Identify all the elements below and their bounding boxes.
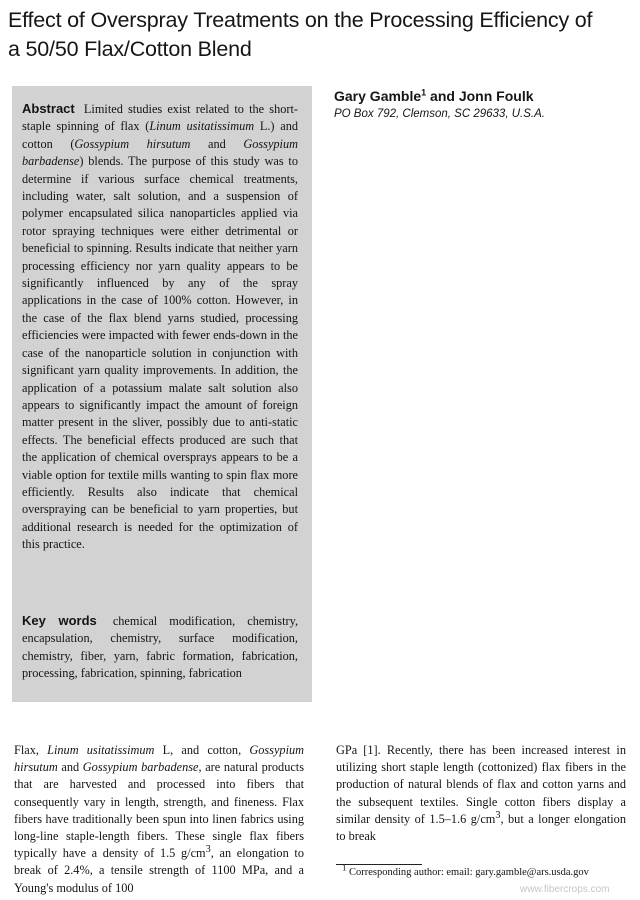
body-column-left <box>14 742 304 897</box>
abstract-text-3: and <box>190 136 244 151</box>
body-left-text-1: Flax, <box>14 743 48 757</box>
abstract-text-2: L.) and cotton ( <box>22 119 298 151</box>
body-left-text-3: and <box>57 760 83 775</box>
author-footnote-marker: 1 <box>421 87 427 98</box>
abstract <box>22 100 298 554</box>
abstract-text-4: ) blends. The purpose of this study was to determine if various surface chemical treatments, including water, salt solution, and a suspension of polymer encapsulated silica nanoparticles applied via rotor spraying techniques were either detrimental or beneficial to spinning. Results indicate that neither yarn processing efficiency nor yarn quality appears to be significantly influenced by any of the spray applications in the case of 100% cotton. However, in the case of the flax blend yarns studied, processing efficiencies were impacted with fewer ends-down in the case of the nanoparticle solution in conjunction with significant yarn quality improvements. In addition, the application of a potassium malate salt solution also appears to significantly impact the amount of foreign matter present in the sliver, possibly due to anti-static effects. The beneficial effects produced are such that the application of chemical oversprays appears to be a viable option for textile mills wanting to spin flax more efficiently. Results also indicate that chemical overspraying can be beneficial to yarn properties, but additional research is needed for the optimization of this practice. <box>22 154 298 552</box>
body-right-text-1: GPa [1]. Recently, there has been increased interest in utilizing short staple length (cottonized) flax fibers in the production of natural blends of flax and cotton yarns and the subsequent textiles. Single cotton fibers display a similar density of 1.5–1.6 g/cm <box>336 743 626 826</box>
footnote-rule <box>336 864 422 865</box>
footnote <box>342 862 636 878</box>
body-left-superscript: 3 <box>205 844 211 856</box>
body-right-superscript: 3 <box>495 809 501 821</box>
body-left-text-4: , are natural products that are harvested and processed into fibers that consequently vary in length, strength, and fineness. Flax fibers have traditionally been spun into linen fabrics using long-line staple-length fibers. These single flax fibers typically have a density of 1.5 g/cm <box>14 760 305 861</box>
footnote-marker: 1 <box>342 862 347 873</box>
paper-title: Effect of Overspray Treatments on the Processing Efficiency of a 50/50 Flax/Cotton Blend <box>8 8 593 61</box>
abstract-label: Abstract <box>22 101 75 116</box>
keywords-label: Key words <box>22 613 97 628</box>
body-left-italic-1: Linum usitatissimum <box>47 743 155 757</box>
body-left-italic-3: Gossypium barbadense <box>82 760 199 775</box>
body-left-text-2: L, and cotton, <box>154 743 250 757</box>
author-address: PO Box 792, Clemson, SC 29633, U.S.A. <box>334 108 545 120</box>
footnote-text: Corresponding author: email: gary.gamble@ars.usda.gov <box>346 867 589 878</box>
abstract-flax-latin: Linum usitatissimum <box>149 119 255 134</box>
author-names <box>334 88 634 104</box>
body-left-text-5: , an elongation to break of 2.4%, a tensile strength of 1100 MPa, and a Young's modulus of 100 <box>14 846 304 895</box>
watermark: www.fibercrops.com <box>520 884 610 895</box>
abstract-text-1: Limited studies exist related to the short-staple spinning of flax ( <box>22 102 298 134</box>
body-right-text-2: , but a longer elongation to break <box>336 811 626 844</box>
keywords <box>22 612 298 683</box>
abstract-cotton-latin-1: Gossypium hirsutum <box>74 136 191 151</box>
keywords-text: chemical modification, chemistry, encapsulation, chemistry, surface modification, chemistry, fiber, yarn, fabric formation, fabrication, processing, fabrication, spinning, fabrication <box>22 614 299 681</box>
body-left-italic-2: Gossypium hirsutum <box>14 743 305 775</box>
abstract-cotton-latin-2: Gossypium barbadense <box>22 136 298 169</box>
body-column-right <box>336 742 626 845</box>
author-name-1: Gary Gamble <box>334 88 422 104</box>
author-name-2: and Jonn Foulk <box>426 88 534 104</box>
